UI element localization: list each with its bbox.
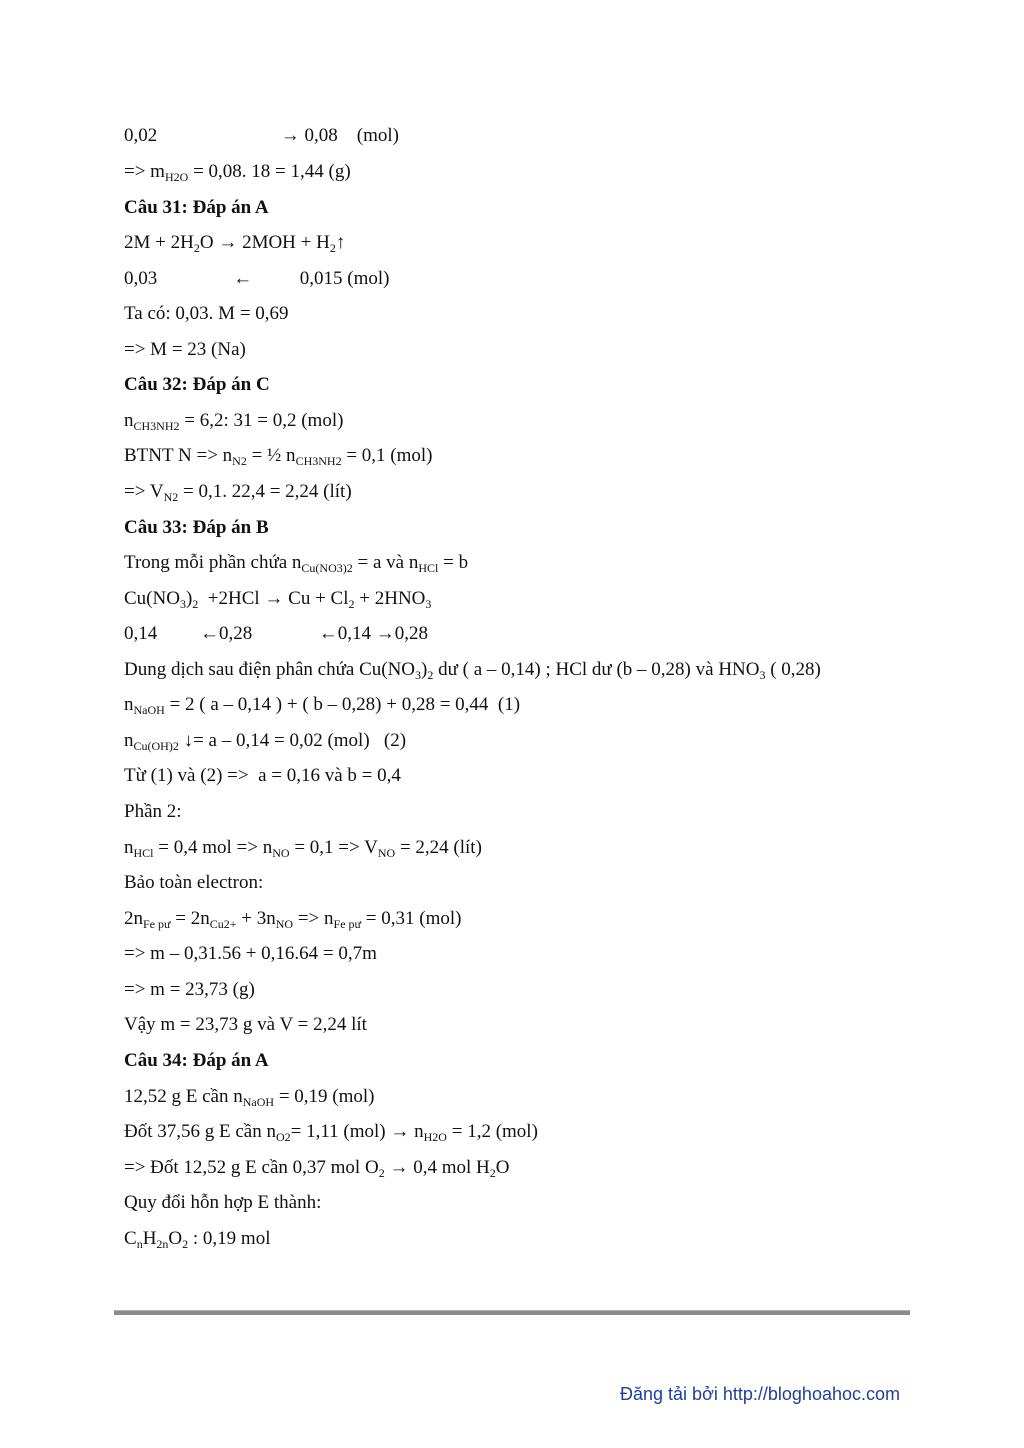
subscript: Cu(NO3)2 — [301, 561, 353, 575]
text-line — [124, 942, 377, 966]
subscript: 2 — [489, 1166, 496, 1180]
subscript: n — [136, 1237, 143, 1251]
subscript: Cu2+ — [209, 917, 237, 931]
subscript: O2 — [275, 1130, 291, 1144]
text-segment: 2n — [124, 908, 143, 929]
text-segment: +2HCl → Cu + Cl — [198, 588, 349, 609]
text-segment: Trong mỗi phần chứa n — [124, 552, 302, 573]
subscript: HCl — [418, 561, 439, 575]
text-line — [124, 1013, 367, 1037]
text-line — [124, 1085, 375, 1109]
text-segment: Câu 32: Đáp án C — [124, 374, 270, 395]
text-line — [124, 231, 345, 255]
text-segment: + 2HNO — [354, 588, 426, 609]
text-segment: = 2 ( a – 0,14 ) + ( b – 0,28) + 0,28 = 0,44 (1) — [164, 694, 521, 715]
text-segment: 2M + 2H — [124, 232, 194, 253]
text-segment: => m — [124, 161, 165, 182]
text-segment: = 0,19 (mol) — [274, 1086, 375, 1107]
text-segment: 0,03 ← 0,015 (mol) — [124, 268, 390, 289]
text-line — [124, 338, 246, 362]
question-heading — [124, 196, 269, 220]
text-line — [124, 409, 343, 433]
text-segment: ) — [421, 659, 428, 680]
subscript: NaOH — [242, 1095, 275, 1109]
subscript: 3 — [759, 668, 766, 682]
text-segment: n — [124, 730, 134, 751]
text-segment: = 0,1 => V — [289, 837, 378, 858]
text-segment: = 1,2 (mol) — [446, 1121, 538, 1142]
text-segment: 12,52 g E cần n — [124, 1086, 243, 1107]
text-segment: O — [495, 1157, 510, 1178]
text-segment: Từ (1) và (2) => a = 0,16 và b = 0,4 — [124, 765, 401, 786]
text-segment: = 0,31 (mol) — [361, 908, 462, 929]
text-segment: n — [124, 410, 134, 431]
text-line — [124, 1191, 321, 1215]
text-line — [124, 444, 433, 468]
text-segment: Cu(NO — [124, 588, 180, 609]
text-line — [124, 693, 520, 717]
subscript: 2 — [329, 241, 336, 255]
text-segment: = ½ n — [246, 445, 296, 466]
text-line — [124, 658, 821, 682]
subscript: 2 — [193, 241, 200, 255]
text-segment: Câu 31: Đáp án A — [124, 197, 269, 218]
text-segment: ) — [185, 588, 193, 609]
text-segment: => m – 0,31.56 + 0,16.64 = 0,7m — [124, 943, 377, 964]
text-segment: = 2,24 (lít) — [395, 837, 482, 858]
question-heading — [124, 373, 270, 397]
text-segment: n — [124, 694, 134, 715]
text-segment: Ta có: 0,03. M = 0,69 — [124, 303, 289, 324]
text-segment: = 0,4 mol => n — [153, 837, 273, 858]
text-line — [124, 124, 399, 148]
subscript: HCl — [133, 846, 154, 860]
text-segment: + 3n — [236, 908, 276, 929]
text-segment: O → 2MOH + H — [199, 232, 330, 253]
footer-credit: Đăng tải bởi http://bloghoahoc.com — [620, 1384, 900, 1404]
text-segment: 0,02 → 0,08 (mol) — [124, 125, 399, 146]
text-segment: → 0,4 mol H — [384, 1157, 490, 1178]
text-segment: Câu 34: Đáp án A — [124, 1050, 269, 1071]
subscript: NO — [272, 846, 290, 860]
text-segment: = 1,11 (mol) → n — [290, 1121, 424, 1142]
subscript: 2n — [156, 1237, 169, 1251]
text-segment: = a và n — [352, 552, 419, 573]
text-segment: => m = 23,73 (g) — [124, 979, 255, 1000]
text-segment: = 2n — [170, 908, 210, 929]
text-segment: Vậy m = 23,73 g và V = 2,24 lít — [124, 1014, 367, 1035]
footer-divider — [114, 1310, 910, 1315]
text-line — [124, 978, 255, 1002]
question-heading — [124, 516, 269, 540]
subscript: 3 — [425, 597, 432, 611]
text-line — [124, 622, 428, 646]
subscript: 2 — [378, 1166, 385, 1180]
text-line — [124, 267, 389, 291]
text-segment: C — [124, 1228, 137, 1249]
text-segment: => n — [293, 908, 334, 929]
subscript: NaOH — [133, 703, 165, 717]
text-line — [124, 1227, 271, 1251]
text-line — [124, 160, 351, 184]
subscript: H2O — [423, 1130, 447, 1144]
text-segment: => M = 23 (Na) — [124, 339, 246, 360]
text-segment: BTNT N => n — [124, 445, 233, 466]
text-line — [124, 587, 431, 611]
text-line — [124, 480, 352, 504]
text-segment: Phần 2: — [124, 801, 182, 822]
text-segment: Đốt 37,56 g E cần n — [124, 1121, 276, 1142]
subscript: NO — [377, 846, 396, 860]
text-line — [124, 836, 482, 860]
subscript: N2 — [163, 490, 179, 504]
text-line — [124, 1120, 538, 1144]
text-segment: Quy đổi hỗn hợp E thành: — [124, 1192, 322, 1213]
subscript: N2 — [232, 454, 247, 468]
subscript: 3 — [415, 668, 422, 682]
text-line — [124, 764, 401, 788]
text-segment: : 0,19 mol — [188, 1228, 271, 1249]
subscript: H2O — [164, 170, 189, 184]
text-segment: n — [124, 837, 134, 858]
subscript: 2 — [182, 1237, 189, 1251]
subscript: Fe pư — [333, 917, 362, 931]
text-segment: 0,14 ←0,28 ←0,14 →0,28 — [124, 623, 428, 644]
text-segment: Dung dịch sau điện phân chứa Cu(NO — [124, 659, 416, 680]
text-line — [124, 907, 461, 931]
subscript: NO — [275, 917, 294, 931]
subscript: 2 — [348, 597, 355, 611]
text-line — [124, 302, 289, 326]
text-line — [124, 551, 468, 575]
text-segment: = 6,2: 31 = 0,2 (mol) — [179, 410, 344, 431]
subscript: Cu(OH)2 — [133, 739, 179, 753]
text-segment: Câu 33: Đáp án B — [124, 517, 269, 538]
text-segment: = 0,1 (mol) — [341, 445, 433, 466]
text-line — [124, 1156, 509, 1180]
text-segment: ↑ — [335, 232, 346, 253]
text-segment: => V — [124, 481, 164, 502]
question-heading — [124, 1049, 269, 1073]
text-segment: ↓= a – 0,14 = 0,02 (mol) (2) — [178, 730, 407, 751]
subscript: 2 — [192, 597, 199, 611]
text-segment: O — [168, 1228, 183, 1249]
subscript: CH3NH2 — [133, 419, 180, 433]
text-segment: => Đốt 12,52 g E cần 0,37 mol O — [124, 1157, 379, 1178]
text-line — [124, 800, 182, 824]
text-segment: Bảo toàn electron: — [124, 872, 264, 893]
text-line — [124, 729, 406, 753]
text-segment: = b — [438, 552, 469, 573]
text-segment: H — [142, 1228, 157, 1249]
subscript: CH3NH2 — [295, 454, 342, 468]
text-segment: ( 0,28) — [765, 659, 821, 680]
subscript: 3 — [179, 597, 186, 611]
text-segment: = 0,1. 22,4 = 2,24 (lít) — [178, 481, 352, 502]
subscript: 2 — [427, 668, 434, 682]
text-segment: = 0,08. 18 = 1,44 (g) — [188, 161, 351, 182]
text-segment: dư ( a – 0,14) ; HCl dư (b – 0,28) và HNO — [433, 659, 760, 680]
text-line — [124, 871, 263, 895]
subscript: Fe pư — [143, 917, 171, 931]
